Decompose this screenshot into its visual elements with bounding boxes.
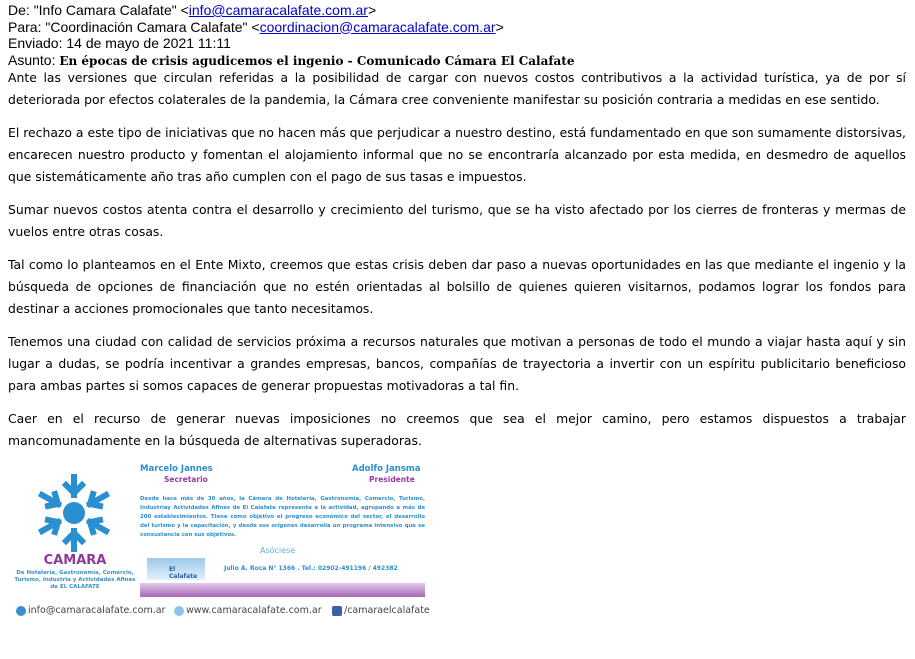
facebook-icon <box>332 606 342 616</box>
footer-web[interactable]: www.camaracalafate.com.ar <box>174 605 322 616</box>
join-cta: Asóciese <box>260 546 296 555</box>
president-role: Presidente <box>369 475 415 484</box>
footer-facebook[interactable]: /camaraelcalafate <box>332 605 430 616</box>
signature-banner <box>14 458 429 623</box>
logo-title: CAMARA <box>43 553 107 568</box>
to-email-link[interactable]: coordinacion@camaracalafate.com.ar <box>259 18 496 35</box>
mail-icon <box>16 606 26 616</box>
email-body <box>8 67 906 463</box>
decorative-bar <box>140 583 425 597</box>
paragraph: Caer en el recurso de generar nuevas imposiciones no creemos que sea el mejor camino, pero estamos dispuestos a trabajar mancomunadamente en la búsqueda de alternativas superadoras. <box>8 411 906 448</box>
globe-icon <box>174 606 184 616</box>
from-email-link[interactable]: info@camaracalafate.com.ar <box>188 2 368 18</box>
paragraph: Tal como lo planteamos en el Ente Mixto, creemos que estas crisis deben dar paso a nuevas oportunidades en las que mediante el ingenio y la búsqueda de opciones de financiación que no estén orientadas al bolsillo de quienes quieren visitarnos, podamos lograr los fondos para destinar a acciones promocionales que tanto necesitamos. <box>8 257 906 316</box>
paragraph: Sumar nuevos costos atenta contra el desarrollo y crecimiento del turismo, que se ha visto afectado por los cierres de fronteras y mermas de vuelos entre otras cosas. <box>8 202 906 239</box>
from-row: De: "Info Camara Calafate" <info@camaracalafate.com.ar> <box>8 2 377 18</box>
paragraph: Tenemos una ciudad con calidad de servicios próxima a recursos naturales que motivan a personas de todo el mundo a viajar hasta aquí y sin lugar a dudas, se podría incentivar a grandes empresas, bancos, compañías de trayectoria a invertir con un espíritu publicitario beneficioso para ambas partes si somos capaces de generar propuestas motivadoras a tal fin. <box>8 334 906 393</box>
address: Julio A. Roca N° 1366 . Tel.: 02902-491196 / 492382 <box>224 565 398 572</box>
sent-row: Enviado: 14 de mayo de 2021 11:11 <box>8 35 231 51</box>
chamber-description: Desde hace más de 30 años, la Cámara de Hotelería, Gastronomía, Comercio, Turismo, Industriay Actividades Afines de El Calafate representa a la actividad, agrupando a más de 200 establecimientos. Tiene como objetivo el progreso económico del sector, el desarrollo del turismo y la capacitación, y desde sus orígenes desarrolla un programa intensivo que se consustancia con sus objetivos. <box>140 496 425 538</box>
secretary-name: Marcelo Jannes <box>140 464 213 474</box>
footer-email[interactable]: info@camaracalafate.com.ar <box>16 605 165 616</box>
subject: En épocas de crisis agudicemos el ingenio - Comunicado Cámara El Calafate <box>59 53 575 68</box>
secretary-role: Secretario <box>164 475 208 484</box>
paragraph: El rechazo a este tipo de iniciativas que no hacen más que perjudicar a nuestro destino, está fundamentado en que son sumamente distorsivas, encarecen nuestro producto y fomentan el alojamiento informal que no se encontraría alcanzado por esta medida, en desmedro de aquellos que sistemáticamente año tras año cumplen con el pago de sus tasas e impuestos. <box>8 125 906 184</box>
subject-row: Asunto: En épocas de crisis agudicemos el ingenio - Comunicado Cámara El Calafate <box>8 51 575 68</box>
snowflake-logo-icon <box>34 473 114 553</box>
el-calafate-logo: El Calafate <box>147 558 205 580</box>
paragraph: Ante las versiones que circulan referidas a la posibilidad de cargar con nuevos costos contributivos a la actividad turística, ya de por sí deteriorada por efectos colaterales de la pandemia, la Cámara cree conveniente manifestar su posición contraria a medidas en ese sentido. <box>8 70 906 107</box>
logo-subtitle: De Hotelería, Gastronomía, Comercio, Turismo, Industria y Actividades Afines de EL CALAFATE <box>14 570 136 590</box>
to-row: Para: "Coordinación Camara Calafate" <coordinacion@camaracalafate.com.ar> <box>8 18 504 35</box>
president-name: Adolfo Jansma <box>352 464 421 474</box>
email-header <box>8 2 574 69</box>
